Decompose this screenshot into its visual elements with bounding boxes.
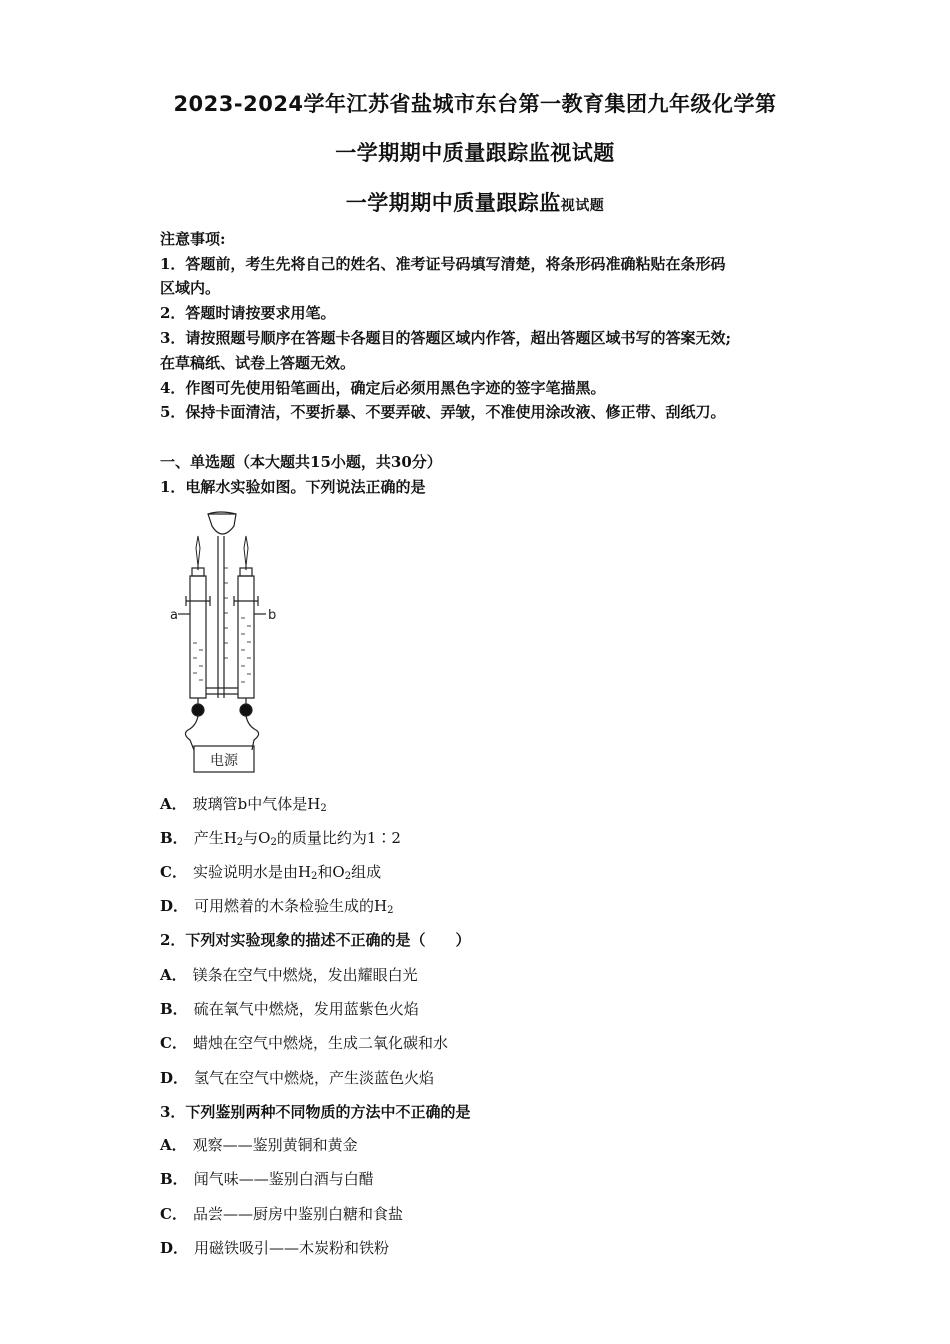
option-text: 硫在氧气中燃烧，发用蓝紫色火焰: [193, 1000, 419, 1018]
option-letter: A．: [160, 795, 187, 813]
q1-option-c: [160, 861, 381, 882]
notice-item: 2．答题时请按要求用笔。: [160, 304, 336, 322]
option-text: 用磁铁吸引——木炭粉和铁粉: [194, 1239, 390, 1257]
title-line-2: 一学期期中质量跟踪监视试题: [335, 141, 615, 165]
option-text: 的质量比约为1∶2: [276, 829, 401, 847]
q3-option-b: [160, 1168, 374, 1189]
option-letter: C．: [160, 863, 187, 881]
title-line-3: [0, 187, 950, 217]
subscript: 2: [270, 837, 277, 848]
title-line-3-main: 一学期期中质量跟踪监: [345, 191, 561, 215]
q2-option-b: [160, 998, 419, 1019]
q2-option-a: [160, 964, 418, 985]
notice-item: 区域内。: [160, 279, 221, 297]
tube-b: [238, 566, 254, 698]
title-line-3-small: 视试题: [560, 198, 605, 214]
option-text: 组成: [351, 863, 382, 881]
option-text: 观察——鉴别黄铜和黄金: [192, 1136, 358, 1154]
q2-option-d: [160, 1067, 434, 1088]
q1-option-b: [160, 827, 401, 848]
section-heading: 一、单选题（本大题共15小题，共30分）: [160, 453, 442, 471]
notice-item: 在草稿纸、试卷上答题无效。: [160, 354, 356, 372]
option-letter: D．: [160, 1069, 189, 1087]
option-text: 产生H: [193, 829, 237, 847]
notice-item: 3．请按照题号顺序在答题卡各题目的答题区域内作答，超出答题区域书写的答案无效;: [160, 329, 731, 347]
electrode-right: [240, 704, 252, 716]
title-line-1: 2023-2024学年江苏省盐城市东台第一教育集团九年级化学第: [173, 92, 777, 116]
question-1-stem: 1．电解水实验如图。下列说法正确的是: [160, 478, 426, 496]
option-text: 可用燃着的木条检验生成的H: [194, 897, 388, 915]
option-text: 镁条在空气中燃烧，发出耀眼白光: [192, 966, 418, 984]
option-letter: D．: [160, 1239, 189, 1257]
reservoir-bulb: [208, 512, 236, 534]
option-text: 实验说明水是由H: [192, 863, 312, 881]
q3-option-a: [160, 1134, 358, 1155]
subscript: 2: [344, 871, 352, 882]
option-text: 玻璃管b中气体是H: [192, 795, 321, 813]
option-letter: B．: [160, 1000, 188, 1018]
q1-option-d: [160, 895, 393, 916]
subscript: 2: [320, 803, 327, 814]
option-text: 和O: [317, 863, 345, 881]
option-letter: B．: [160, 1170, 188, 1188]
option-text: 闻气味——鉴别白酒与白醋: [193, 1170, 374, 1188]
q3-option-c: [160, 1203, 403, 1224]
option-letter: C．: [160, 1205, 187, 1223]
option-text: 蜡烛在空气中燃烧，生成二氧化碳和水: [192, 1034, 448, 1052]
notice-item: 4．作图可先使用铅笔画出，确定后必须用黑色字迹的签字笔描黑。: [160, 379, 606, 397]
subscript: 2: [236, 837, 244, 848]
option-letter: A．: [160, 966, 187, 984]
label-a: a: [170, 608, 178, 623]
question-2-stem: 2．下列对实验现象的描述不正确的是（ ）: [160, 931, 471, 949]
electrode-left: [192, 704, 204, 716]
subscript: 2: [387, 905, 394, 916]
option-text: 氢气在空气中燃烧，产生淡蓝色火焰: [194, 1069, 435, 1087]
option-letter: D．: [160, 897, 189, 915]
notice-heading: 注意事项:: [160, 230, 226, 248]
q1-option-a: [160, 793, 327, 814]
notice-item: 5．保持卡面清洁，不要折暴、不要弄破、弄皱，不准使用涂改液、修正带、刮纸刀。: [160, 403, 726, 421]
q2-option-c: [160, 1032, 448, 1053]
question-3-stem: 3．下列鉴别两种不同物质的方法中不正确的是: [160, 1103, 471, 1121]
subscript: 2: [311, 871, 318, 882]
power-label: 电源: [210, 753, 238, 769]
option-letter: B．: [160, 829, 188, 847]
label-b: b: [268, 608, 277, 623]
electrolysis-apparatus-figure: [160, 508, 290, 776]
option-text: 与O: [243, 829, 271, 847]
option-text: 品尝——厨房中鉴别白糖和食盐: [192, 1205, 403, 1223]
q3-option-d: [160, 1237, 389, 1258]
option-letter: C．: [160, 1034, 187, 1052]
notice-item: 1．答题前，考生先将自己的姓名、准考证号码填写清楚，将条形码准确粘贴在条形码: [160, 255, 726, 273]
tube-a: [190, 566, 206, 698]
option-letter: A．: [160, 1136, 187, 1154]
